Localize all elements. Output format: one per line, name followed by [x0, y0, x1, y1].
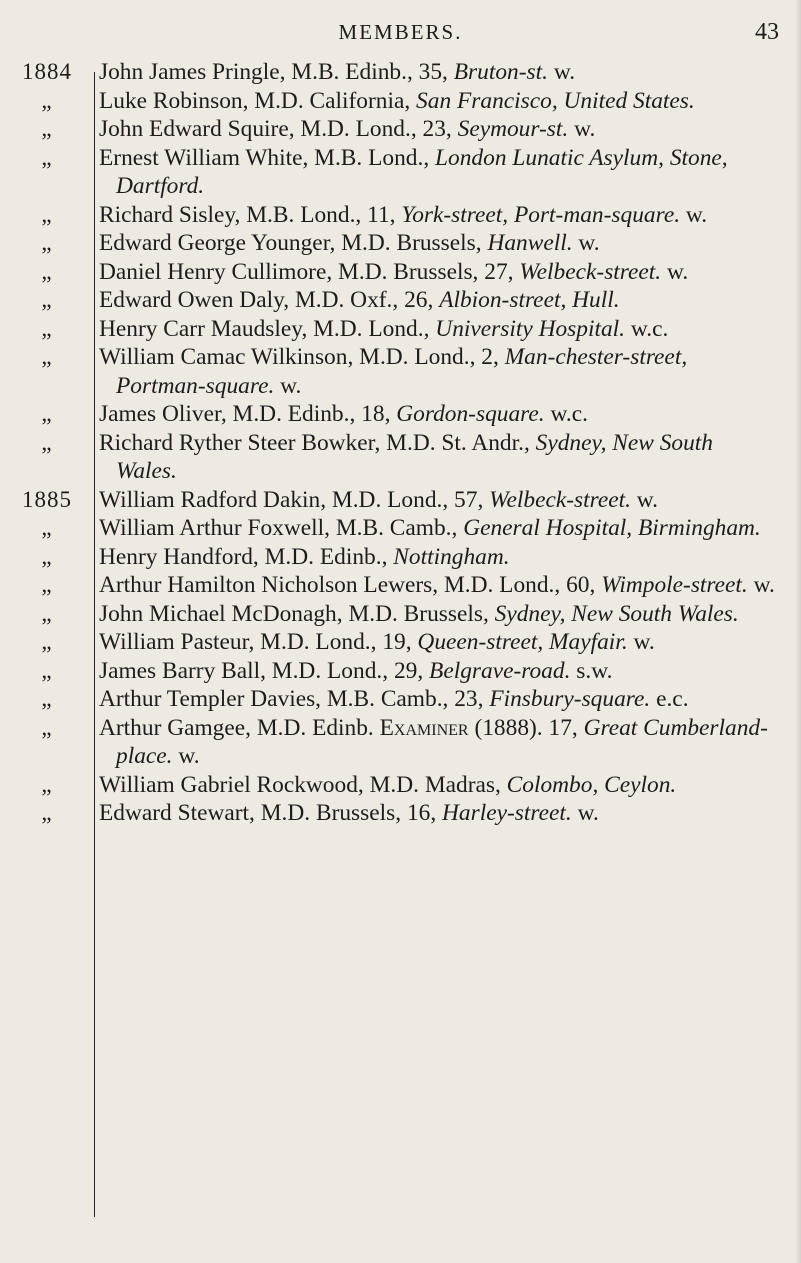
address-text: San Francisco, United States.: [416, 87, 695, 114]
page-edge-shadow: [795, 0, 801, 1263]
entry-text: Daniel Henry Cullimore, M.D. Brussels, 27,: [99, 258, 520, 285]
entry-text: w.: [547, 59, 576, 85]
entry-text: William Pasteur, M.D. Lond., 19,: [99, 629, 418, 655]
entry-text: Arthur Gamgee, M.D. Edinb.: [99, 714, 380, 741]
address-text: Man-chester-street, Portman-square.: [116, 344, 688, 399]
entry-text: Edward Stewart, M.D. Brussels, 16,: [99, 800, 443, 826]
address-text: Sydney, New South Wales.: [494, 600, 739, 627]
member-details: [99, 315, 779, 344]
member-entry: [0, 343, 779, 400]
address-text: Queen-street, Mayfair.: [417, 629, 628, 655]
election-year: „: [41, 686, 53, 711]
election-year: „: [41, 429, 53, 455]
election-year: „: [41, 87, 53, 113]
member-entry: [0, 799, 779, 828]
member-entry: [0, 286, 779, 315]
member-details: [99, 115, 779, 144]
member-entry: [0, 771, 779, 800]
election-year: „: [41, 201, 53, 227]
entry-text: w.: [568, 116, 596, 142]
election-year: „: [41, 629, 53, 654]
member-details: [99, 58, 779, 87]
entry-text: w.: [572, 230, 600, 256]
member-details: [99, 229, 779, 258]
election-year: „: [41, 230, 53, 255]
election-year: „: [41, 315, 53, 341]
address-text: Harley-street.: [442, 800, 572, 826]
member-details: [99, 600, 779, 629]
address-text: Bruton-st.: [453, 59, 548, 85]
entry-text: s.w.: [570, 657, 613, 684]
member-entry: [0, 87, 779, 116]
address-text: London Lunatic Asylum, Stone, Dartford.: [116, 144, 728, 199]
election-year: „: [41, 401, 53, 426]
entry-text: Arthur Templer Davies, M.B. Camb., 23,: [99, 686, 490, 712]
member-details: [99, 400, 779, 429]
election-year: „: [41, 287, 53, 312]
member-entry: [0, 628, 779, 657]
election-year: „: [41, 714, 53, 740]
address-text: Hanwell.: [487, 230, 573, 256]
member-details: [99, 87, 779, 116]
entry-text: William Gabriel Rockwood, M.D. Madras,: [99, 771, 507, 798]
address-text: Welbeck-street.: [489, 486, 631, 513]
member-entry: [0, 543, 779, 572]
member-list: [0, 58, 801, 828]
entry-text: w.: [630, 486, 659, 513]
address-text: Albion-street, Hull.: [439, 287, 620, 313]
member-entry: [0, 514, 779, 543]
entry-text: w.c.: [544, 401, 588, 427]
member-entry: [0, 685, 779, 714]
election-year: 1885: [22, 486, 72, 512]
member-details: [99, 486, 779, 515]
member-details: [99, 571, 779, 600]
entry-text: William Camac Wilkinson, M.D. Lond., 2,: [99, 344, 505, 370]
member-entry: [0, 201, 779, 230]
member-entry: [0, 115, 779, 144]
address-text: Colombo, Ceylon.: [506, 771, 677, 798]
member-entry: [0, 429, 779, 486]
member-details: [99, 144, 779, 201]
member-details: [99, 343, 779, 400]
address-text: General Hospital, Birmingham.: [463, 515, 761, 541]
member-entry: [0, 486, 779, 515]
address-text: Nottingham.: [393, 543, 510, 570]
address-text: Wimpole-street.: [601, 572, 748, 598]
address-text: York-street, Port-man-square.: [401, 201, 681, 228]
entry-text: William Radford Dakin, M.D. Lond., 57,: [99, 486, 490, 513]
entry-text: w.c.: [625, 315, 669, 342]
member-entry: [0, 600, 779, 629]
entry-text: w.: [571, 800, 599, 826]
address-text: Finsbury-square.: [489, 686, 651, 712]
member-details: [99, 657, 779, 686]
member-details: [99, 543, 779, 572]
entry-text: Arthur Hamilton Nicholson Lewers, M.D. Lond., 60,: [99, 572, 602, 598]
election-year: „: [41, 258, 53, 284]
entry-text: w.: [661, 258, 689, 285]
entry-text: w.: [747, 572, 775, 598]
page-number: 43: [755, 19, 779, 45]
entry-text: (1888). 17,: [468, 714, 584, 741]
entry-text: James Barry Ball, M.D. Lond., 29,: [99, 657, 430, 684]
entry-text: Edward Owen Daly, M.D. Oxf., 26,: [99, 287, 440, 313]
page-header: [0, 20, 801, 50]
member-entry: [0, 657, 779, 686]
member-entry: [0, 258, 779, 287]
election-year: „: [41, 657, 53, 683]
member-details: [99, 429, 779, 486]
entry-text: w.: [627, 629, 655, 655]
election-year: 1884: [22, 59, 72, 84]
running-head: MEMBERS.: [338, 20, 463, 44]
member-entry: [0, 144, 779, 201]
member-details: [99, 714, 779, 771]
member-details: [99, 258, 779, 287]
entry-text: Henry Carr Maudsley, M.D. Lond.,: [99, 315, 436, 342]
member-details: [99, 799, 779, 828]
member-details: [99, 201, 779, 230]
entry-text: Examiner: [379, 714, 469, 741]
entry-text: w.: [172, 743, 200, 769]
entry-text: John Edward Squire, M.D. Lond., 23,: [99, 116, 458, 142]
election-year: „: [41, 800, 53, 825]
member-details: [99, 514, 779, 543]
entry-text: e.c.: [650, 686, 689, 712]
entry-text: William Arthur Foxwell, M.B. Camb.,: [99, 515, 464, 541]
address-text: Welbeck-street.: [519, 258, 662, 285]
member-entry: [0, 714, 779, 771]
election-year: „: [41, 572, 53, 597]
address-text: University Hospital.: [435, 315, 626, 342]
entry-text: Ernest William White, M.B. Lond.,: [99, 144, 436, 171]
entry-text: John James Pringle, M.B. Edinb., 35,: [99, 59, 454, 85]
election-year: „: [41, 344, 53, 369]
member-entry: [0, 315, 779, 344]
entry-text: James Oliver, M.D. Edinb., 18,: [99, 401, 397, 427]
election-year: „: [41, 116, 53, 141]
member-details: [99, 771, 779, 800]
member-entry: [0, 571, 779, 600]
entry-text: Henry Handford, M.D. Edinb.,: [99, 543, 394, 570]
address-text: Gordon-square.: [396, 401, 545, 427]
election-year: „: [41, 543, 53, 569]
member-entry: [0, 229, 779, 258]
address-text: Sydney, New South Wales.: [116, 429, 714, 484]
election-year: „: [41, 771, 53, 797]
member-entry: [0, 400, 779, 429]
election-year: „: [41, 515, 53, 540]
entry-text: Richard Ryther Steer Bowker, M.D. St. Andr.,: [99, 429, 536, 456]
address-text: Great Cumberland-place.: [116, 714, 768, 769]
member-details: [99, 286, 779, 315]
member-entry: [0, 58, 779, 87]
entry-text: Edward George Younger, M.D. Brussels,: [99, 230, 488, 256]
address-text: Seymour-st.: [457, 116, 569, 142]
entry-text: Richard Sisley, M.B. Lond., 11,: [99, 201, 402, 228]
address-text: Belgrave-road.: [429, 657, 571, 684]
member-details: [99, 685, 779, 714]
entry-text: Luke Robinson, M.D. California,: [99, 87, 417, 114]
election-year: „: [41, 144, 53, 170]
entry-text: w.: [274, 372, 302, 399]
entry-text: John Michael McDonagh, M.D. Brussels,: [99, 600, 495, 627]
member-details: [99, 628, 779, 657]
entry-text: w.: [680, 201, 708, 228]
election-year: „: [41, 600, 53, 626]
